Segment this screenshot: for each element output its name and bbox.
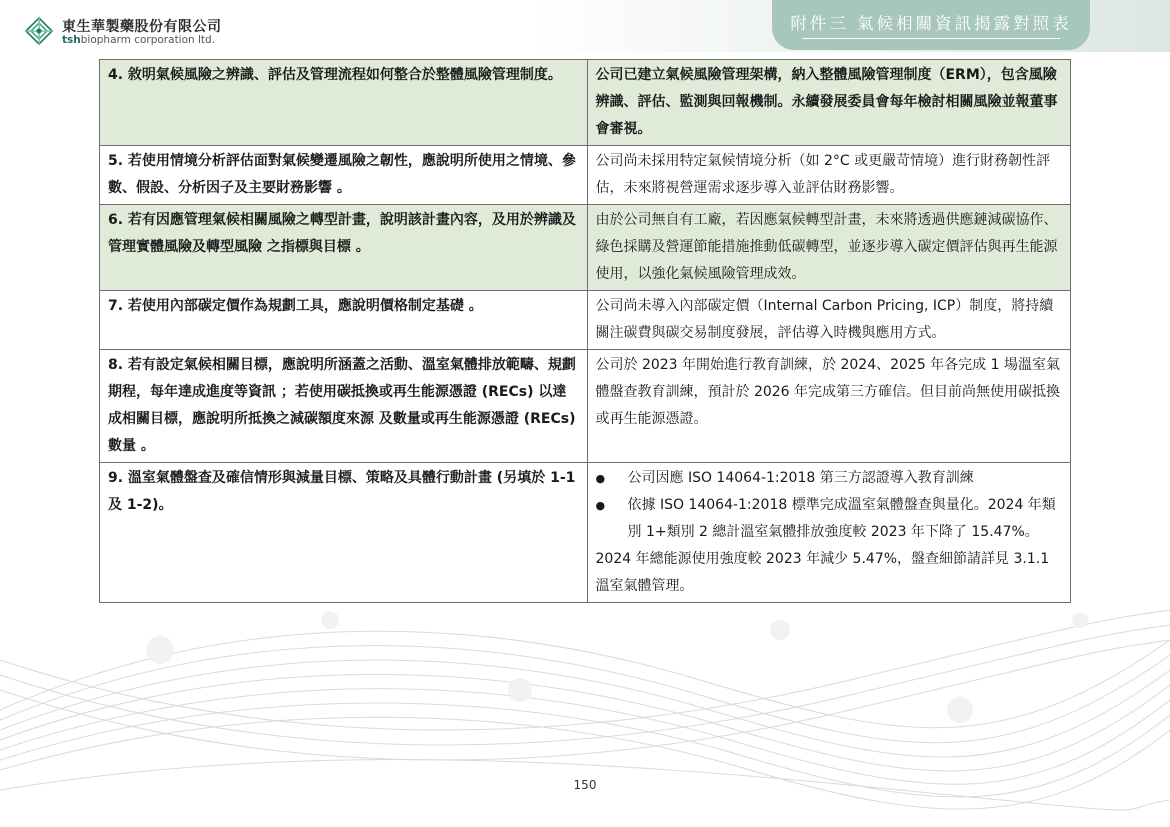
question-cell: 8. 若有設定氣候相關目標，應說明所涵蓋之活動、溫室氣體排放範疇、規劃期程，每年達成進度等資訊 ；若使用碳抵換或再生能源憑證 (RECs) 以達成相關目標，應說明所抵換之減碳額度來源 及數量或再生能源憑證 (RECs) 數量 。 [100, 350, 588, 463]
company-name-en: tshbiopharm corporation ltd. [62, 34, 216, 46]
answer-cell: 由於公司無自有工廠，若因應氣候轉型計畫，未來將透過供應鏈減碳協作、綠色採購及營運節能措施推動低碳轉型，並逐步導入碳定價評估與再生能源使用，以強化氣候風險管理成效。 [587, 205, 1071, 291]
table-row [100, 60, 1071, 146]
question-cell: 9. 溫室氣體盤查及確信情形與減量目標、策略及具體行動計畫 (另填於 1-1 及 1-2)。 [100, 463, 588, 603]
bullet-dot-icon: ● [595, 472, 606, 485]
logo-mark-icon [22, 14, 56, 48]
question-cell: 7. 若使用內部碳定價作為規劃工具，應說明價格制定基礎 。 [100, 291, 588, 350]
answer-cell: 公司尚未導入內部碳定價（Internal Carbon Pricing, ICP）制度，將持續關注碳費與碳交易制度發展，評估導入時機與應用方式。 [587, 291, 1071, 350]
title-underline [802, 38, 1060, 39]
question-cell: 6. 若有因應管理氣候相關風險之轉型計畫，說明該計畫內容，及用於辨識及管理實體風險及轉型風險 之指標與目標 。 [100, 205, 588, 291]
answer-cell: 公司於 2023 年開始進行教育訓練，於 2024、2025 年各完成 1 場溫室氣體盤查教育訓練，預計於 2026 年完成第三方確信。但目前尚無使用碳抵換或再生能源憑證。 [587, 350, 1071, 463]
bullet-text: 公司因應 ISO 14064-1:2018 第三方認證導入教育訓練 [627, 470, 974, 486]
bullet-item [596, 492, 1063, 546]
question-cell: 4. 敘明氣候風險之辨識、評估及管理流程如何整合於整體風險管理制度。 [100, 60, 588, 146]
table-row [100, 291, 1071, 350]
company-name-cn: 東生華製藥股份有限公司 [62, 19, 222, 35]
table-row [100, 463, 1071, 603]
answer-note: 2024 年總能源使用強度較 2023 年減少 5.47%，盤查細節請詳見 3.1.1 溫室氣體管理。 [595, 551, 1050, 594]
climate-disclosure-table [99, 59, 1071, 603]
section-title: 附件三 氣候相關資訊揭露對照表 [790, 14, 1072, 33]
answer-cell: 公司已建立氣候風險管理架構，納入整體風險管理制度（ERM），包含風險辨識、評估、監測與回報機制。永續發展委員會每年檢討相關風險並報董事會審視。 [587, 60, 1071, 146]
page-number: 150 [573, 778, 597, 792]
table-row [100, 146, 1071, 205]
question-cell: 5. 若使用情境分析評估面對氣候變遷風險之韌性，應說明所使用之情境、參數、假設、分析因子及主要財務影響 。 [100, 146, 588, 205]
bullet-dot-icon: ● [595, 499, 606, 512]
table-row [100, 205, 1071, 291]
bullet-item [596, 465, 1063, 492]
section-title-tab [772, 0, 1090, 50]
answer-cell [587, 463, 1071, 603]
company-logo [22, 14, 222, 50]
bullet-text: 依據 ISO 14064-1:2018 標準完成溫室氣體盤查與量化。2024 年類別 1+類別 2 總計溫室氣體排放強度較 2023 年下降了 15.47%。 [627, 497, 1056, 540]
answer-cell: 公司尚未採用特定氣候情境分析（如 2°C 或更嚴苛情境）進行財務韌性評估，未來將視營運需求逐步導入並評估財務影響。 [587, 146, 1071, 205]
table-row [100, 350, 1071, 463]
